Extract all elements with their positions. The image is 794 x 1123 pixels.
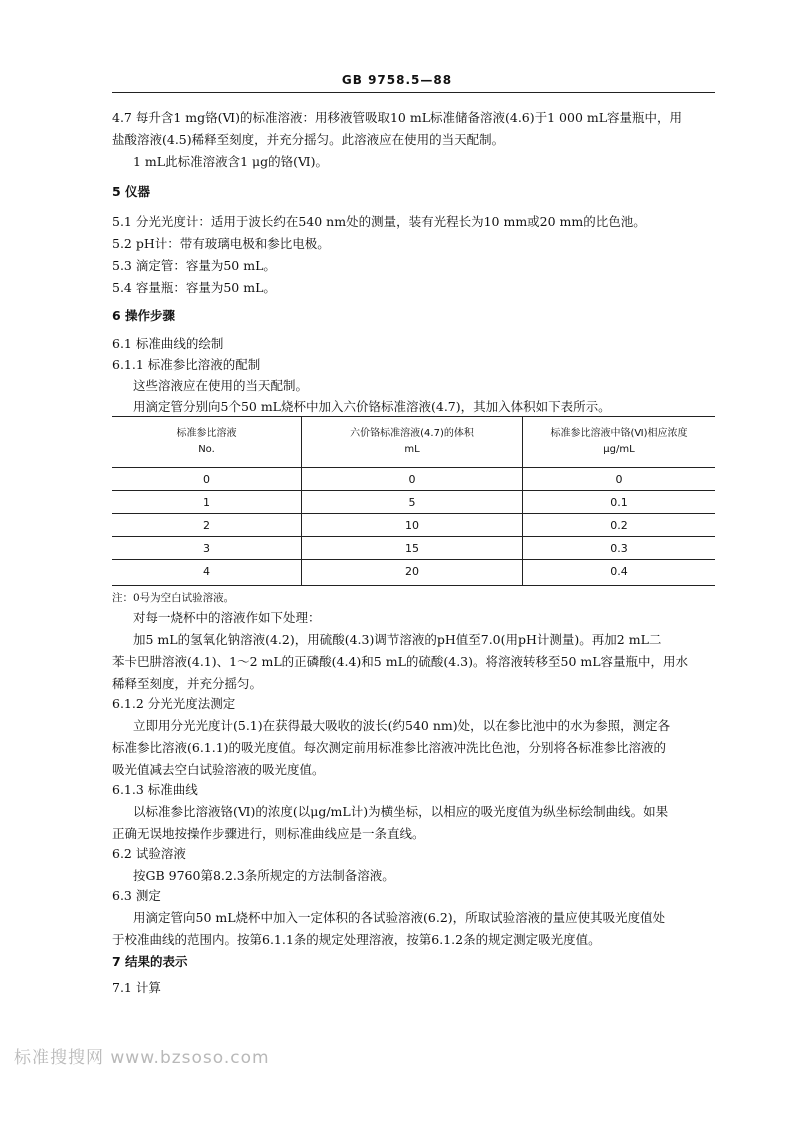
clause-6-3-title: 6.3 测定 xyxy=(112,888,161,903)
table-cell: 3 xyxy=(203,542,210,555)
clause-6-1-2-line2: 标准参比溶液(6.1.1)的吸光度值。每次测定前用标准参比溶液冲洗比色池，分别将各标准参比溶液的 xyxy=(112,740,667,755)
clause-6-1-2-line3: 吸光值减去空白试验溶液的吸光度值。 xyxy=(112,762,325,777)
table-header-unit: μg/mL xyxy=(603,444,635,455)
page-header: GB 9758.5—88 xyxy=(341,73,453,87)
clause-4-7-line1: 4.7 每升含1 mg铬(Ⅵ)的标准溶液：用移液管吸取10 mL标准储备溶液(4.6)于1 000 mL容量瓶中，用 xyxy=(112,110,683,125)
clause-5-3: 5.3 滴定管：容量为50 mL。 xyxy=(112,258,276,273)
table-header-unit: mL xyxy=(404,444,420,455)
clause-6-1-1-p1: 这些溶液应在使用的当天配制。 xyxy=(133,378,309,393)
clause-6-1-2-line1: 立即用分光光度计(5.1)在获得最大吸收的波长(约540 nm)处，以在参比池中的水为参照，测定各 xyxy=(133,718,671,733)
table-cell: 2 xyxy=(203,519,210,532)
section-5-title: 5 仪器 xyxy=(112,184,151,199)
table-header-volume xyxy=(302,417,522,467)
clause-4-7-line3: 1 mL此标准溶液含1 μg的铬(Ⅵ)。 xyxy=(133,154,328,169)
clause-6-2-title: 6.2 试验溶液 xyxy=(112,846,186,861)
table-cell: 0 xyxy=(203,473,210,486)
clause-5-1: 5.1 分光光度计：适用于波长约在540 nm处的测量，装有光程长为10 mm或20 mm的比色池。 xyxy=(112,214,646,229)
clause-6-1-3-line1: 以标准参比溶液铬(Ⅵ)的浓度(以μg/mL计)为横坐标，以相应的吸光度值为纵坐标绘制曲线。如果 xyxy=(133,804,669,819)
table-cell: 0.2 xyxy=(610,519,628,532)
section-6-title: 6 操作步骤 xyxy=(112,308,176,323)
clause-6-1: 6.1 标准曲线的绘制 xyxy=(112,336,224,351)
clause-6-1-2-title: 6.1.2 分光光度法测定 xyxy=(112,696,236,711)
clause-7-1: 7.1 计算 xyxy=(112,980,161,995)
table-cell: 0.3 xyxy=(610,542,628,555)
table-cell: 1 xyxy=(203,496,210,509)
table-cell: 0.4 xyxy=(610,565,628,578)
table-cell: 20 xyxy=(405,565,419,578)
table-cell: 0 xyxy=(408,473,416,486)
clause-5-4: 5.4 容量瓶：容量为50 mL。 xyxy=(112,280,276,295)
table-cell: 10 xyxy=(405,519,419,532)
clause-5-2: 5.2 pH计：带有玻璃电极和参比电极。 xyxy=(112,236,330,251)
volume-table xyxy=(112,416,715,586)
clause-4-7-line2: 盐酸溶液(4.5)稀释至刻度，并充分摇匀。此溶液应在使用的当天配制。 xyxy=(112,132,505,147)
table-header-no xyxy=(112,417,301,467)
header-rule xyxy=(112,92,715,93)
watermark: 标准搜搜网 www.bzsoso.com xyxy=(14,1048,270,1068)
clause-6-1-1-p2: 用滴定管分别向5个50 mL烧杯中加入六价铬标准溶液(4.7)，其加入体积如下表所示。 xyxy=(133,399,611,414)
treatment-line1: 加5 mL的氢氧化钠溶液(4.2)，用硫酸(4.3)调节溶液的pH值至7.0(用pH计测量)。再加2 mL二 xyxy=(133,632,662,647)
treatment-line3: 稀释至刻度，并充分摇匀。 xyxy=(112,676,263,691)
clause-6-1-3-title: 6.1.3 标准曲线 xyxy=(112,782,198,797)
treatment-line2: 苯卡巴肼溶液(4.1)、1～2 mL的正磷酸(4.4)和5 mL的硫酸(4.3)。将溶液转移至50 mL容量瓶中，用水 xyxy=(112,654,689,669)
clause-6-3-line1: 用滴定管向50 mL烧杯中加入一定体积的各试验溶液(6.2)，所取试验溶液的量应使其吸光度值处 xyxy=(133,910,666,925)
clause-6-3-line2: 于校准曲线的范围内。按第6.1.1条的规定处理溶液，按第6.1.2条的规定测定吸光度值。 xyxy=(112,932,601,947)
table-cell: 0 xyxy=(615,473,623,486)
clause-6-2-line1: 按GB 9760第8.2.3条所规定的方法制备溶液。 xyxy=(133,868,395,883)
section-7-title: 7 结果的表示 xyxy=(112,954,188,969)
table-header-label: 六价铬标准溶液(4.7)的体积 xyxy=(350,428,474,439)
table-cell: 15 xyxy=(405,542,419,555)
clause-6-1-1: 6.1.1 标准参比溶液的配制 xyxy=(112,357,261,372)
table-note: 注：0号为空白试验溶液。 xyxy=(112,592,235,604)
table-header-unit: No. xyxy=(198,444,215,455)
table-cell: 5 xyxy=(408,496,416,509)
clause-6-1-3-line2: 正确无误地按操作步骤进行，则标准曲线应是一条直线。 xyxy=(112,826,425,841)
table-header-label: 标准参比溶液 xyxy=(176,428,237,439)
table-header-concentration xyxy=(523,417,715,467)
table-cell: 4 xyxy=(203,565,210,578)
treatment-intro: 对每一烧杯中的溶液作如下处理： xyxy=(133,610,321,625)
table-cell: 0.1 xyxy=(610,496,628,509)
table-header-label: 标准参比溶液中铬(Ⅵ)相应浓度 xyxy=(550,428,688,439)
